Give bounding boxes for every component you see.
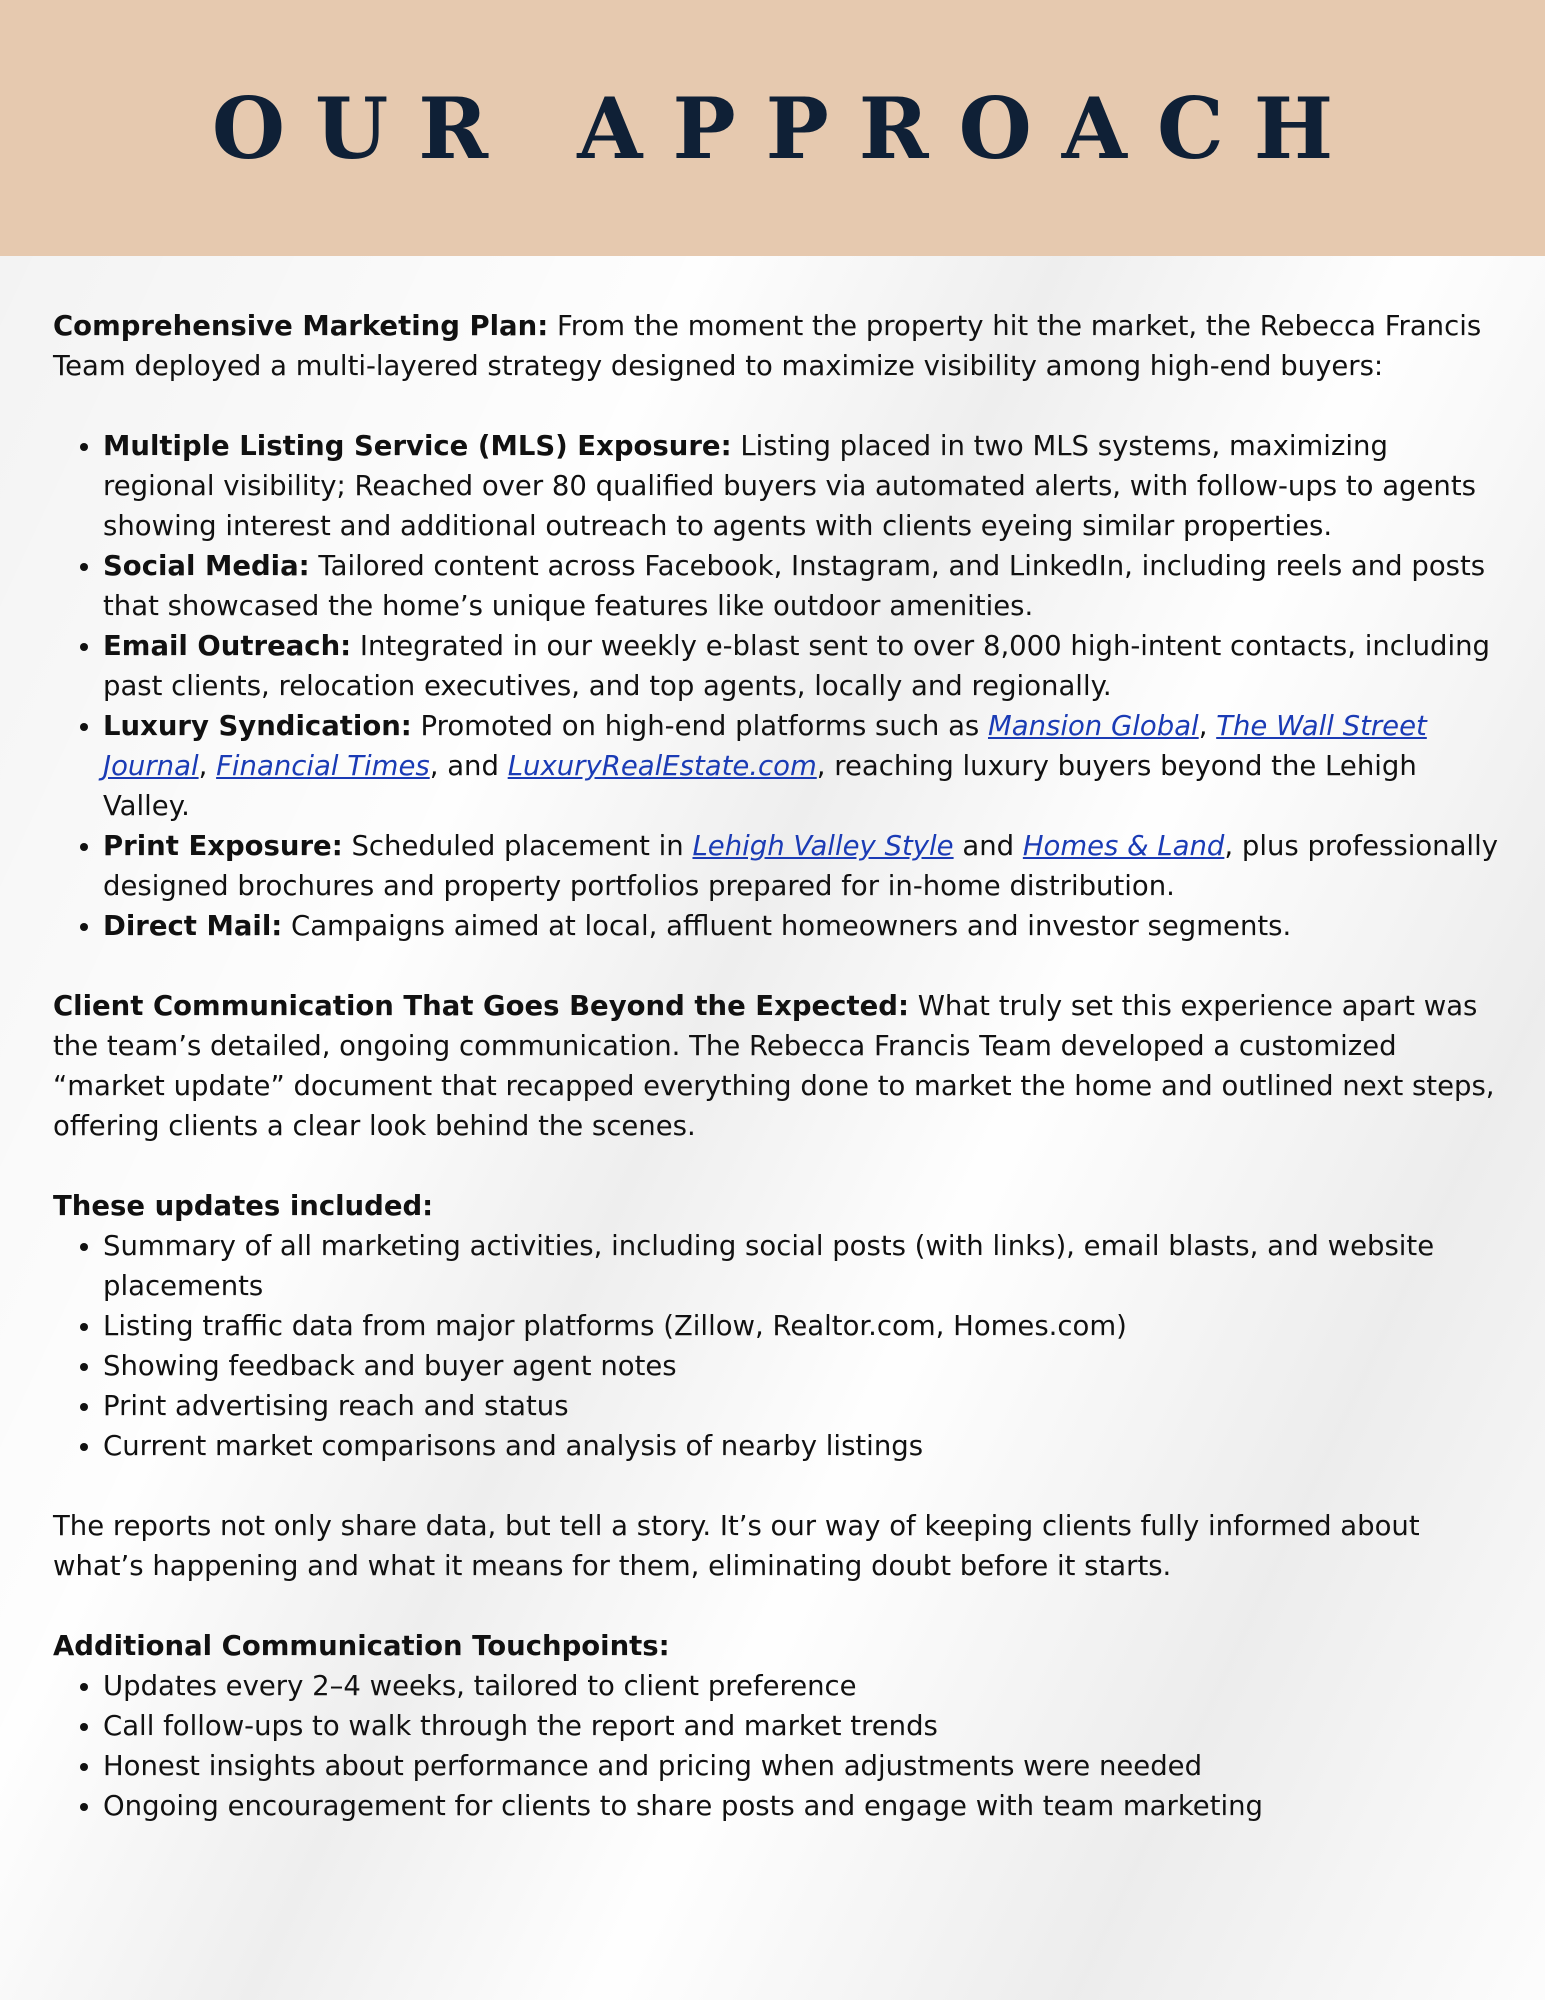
link-financial-times[interactable]: Financial Times xyxy=(216,750,430,782)
print-label: Print Exposure: xyxy=(103,830,343,862)
luxury-text-after: , reaching luxury buyers beyond the Lehigh Valley. xyxy=(103,750,1417,822)
luxury-sep-2: , xyxy=(198,750,217,782)
list-item: • Ongoing encouragement for clients to share posts and engage with team marketing xyxy=(103,1786,1503,1826)
reports-paragraph: The reports not only share data, but tell a story. It’s our way of keeping clients fully informed about what’s happening and what it means for them, eliminating doubt before it starts. xyxy=(53,1510,1420,1582)
updates-heading xyxy=(53,1186,1503,1226)
list-item: • Showing feedback and buyer agent notes xyxy=(103,1346,1503,1386)
list-item: • Print advertising reach and status xyxy=(103,1386,1503,1426)
touchpoints-heading-text: Additional Communication Touchpoints: xyxy=(53,1630,670,1662)
luxury-label: Luxury Syndication: xyxy=(103,710,412,742)
link-luxury-real-estate[interactable]: LuxuryRealEstate.com xyxy=(507,750,817,782)
email-text: Integrated in our weekly e-blast sent to over 8,000 high-intent contacts, including past clients, relocation executives, and top agents, locally and regionally. xyxy=(103,630,1490,702)
print-text-after: , plus professionally designed brochures and property portfolios prepared for in-home distribution. xyxy=(103,830,1498,902)
list-item: • Honest insights about performance and pricing when adjustments were needed xyxy=(103,1746,1503,1786)
touchpoints-list xyxy=(53,1666,1503,1826)
list-item: • Current market comparisons and analysis of nearby listings xyxy=(103,1426,1503,1466)
touchpoints-heading xyxy=(53,1626,1503,1666)
luxury-sep-1: , xyxy=(1198,710,1217,742)
list-item-direct-mail xyxy=(103,906,1503,946)
direct-text: Campaigns aimed at local, affluent homeowners and investor segments. xyxy=(282,910,1292,942)
direct-label: Direct Mail: xyxy=(103,910,283,942)
social-text: Tailored content across Facebook, Instagram, and LinkedIn, including reels and posts that showcased the home’s unique features like outdoor amenities. xyxy=(103,550,1486,622)
mls-text: Listing placed in two MLS systems, maximizing regional visibility; Reached over 80 qualified buyers via automated alerts, with follow-ups to agents showing interest and additional outreach to agents with clients eyeing similar properties. xyxy=(103,430,1476,542)
list-item: • Call follow-ups to walk through the report and market trends xyxy=(103,1706,1503,1746)
header-banner xyxy=(0,0,1545,256)
list-item-email xyxy=(103,626,1503,706)
list-item-social xyxy=(103,546,1503,626)
list-item-luxury xyxy=(103,706,1503,826)
list-item-print xyxy=(103,826,1503,906)
list-item: • Updates every 2–4 weeks, tailored to client preference xyxy=(103,1666,1503,1706)
intro-label: Comprehensive Marketing Plan: xyxy=(53,310,549,342)
client-comm-text: What truly set this experience apart was the team’s detailed, ongoing communication. The Rebecca Francis Team developed a customized “market update” document that recapped everything done to market the home and outlined next steps, offering clients a clear look behind the scenes. xyxy=(53,990,1495,1142)
link-wall-street-journal[interactable]: The Wall Street Journal xyxy=(103,710,1427,782)
list-item-mls xyxy=(103,426,1503,546)
updates-list xyxy=(53,1226,1503,1466)
updates-heading-text: These updates included: xyxy=(53,1190,434,1222)
marketing-list xyxy=(53,426,1503,946)
email-label: Email Outreach: xyxy=(103,630,352,662)
client-comm-label: Client Communication That Goes Beyond the Expected: xyxy=(53,990,909,1022)
print-text-before: Scheduled placement in xyxy=(342,830,693,862)
link-lehigh-valley-style[interactable]: Lehigh Valley Style xyxy=(692,830,954,862)
link-homes-and-land[interactable]: Homes & Land xyxy=(1022,830,1225,862)
intro-text: From the moment the property hit the market, the Rebecca Francis Team deployed a multi-layered strategy designed to maximize visibility among high-end buyers: xyxy=(53,310,1482,382)
page-title: OUR APPROACH xyxy=(211,78,1364,178)
mls-label: Multiple Listing Service (MLS) Exposure: xyxy=(103,430,732,462)
link-mansion-global[interactable]: Mansion Global xyxy=(988,710,1199,742)
social-label: Social Media: xyxy=(103,550,310,582)
list-item: • Summary of all marketing activities, including social posts (with links), email blasts, and website placements xyxy=(103,1226,1503,1306)
luxury-text-before: Promoted on high-end platforms such as xyxy=(411,710,988,742)
luxury-sep-3: , and xyxy=(429,750,508,782)
document-body xyxy=(53,306,1503,1826)
print-sep-1: and xyxy=(953,830,1023,862)
intro-paragraph xyxy=(53,306,1503,386)
client-communication-paragraph xyxy=(53,986,1503,1146)
list-item: • Listing traffic data from major platforms (Zillow, Realtor.com, Homes.com) xyxy=(103,1306,1503,1346)
